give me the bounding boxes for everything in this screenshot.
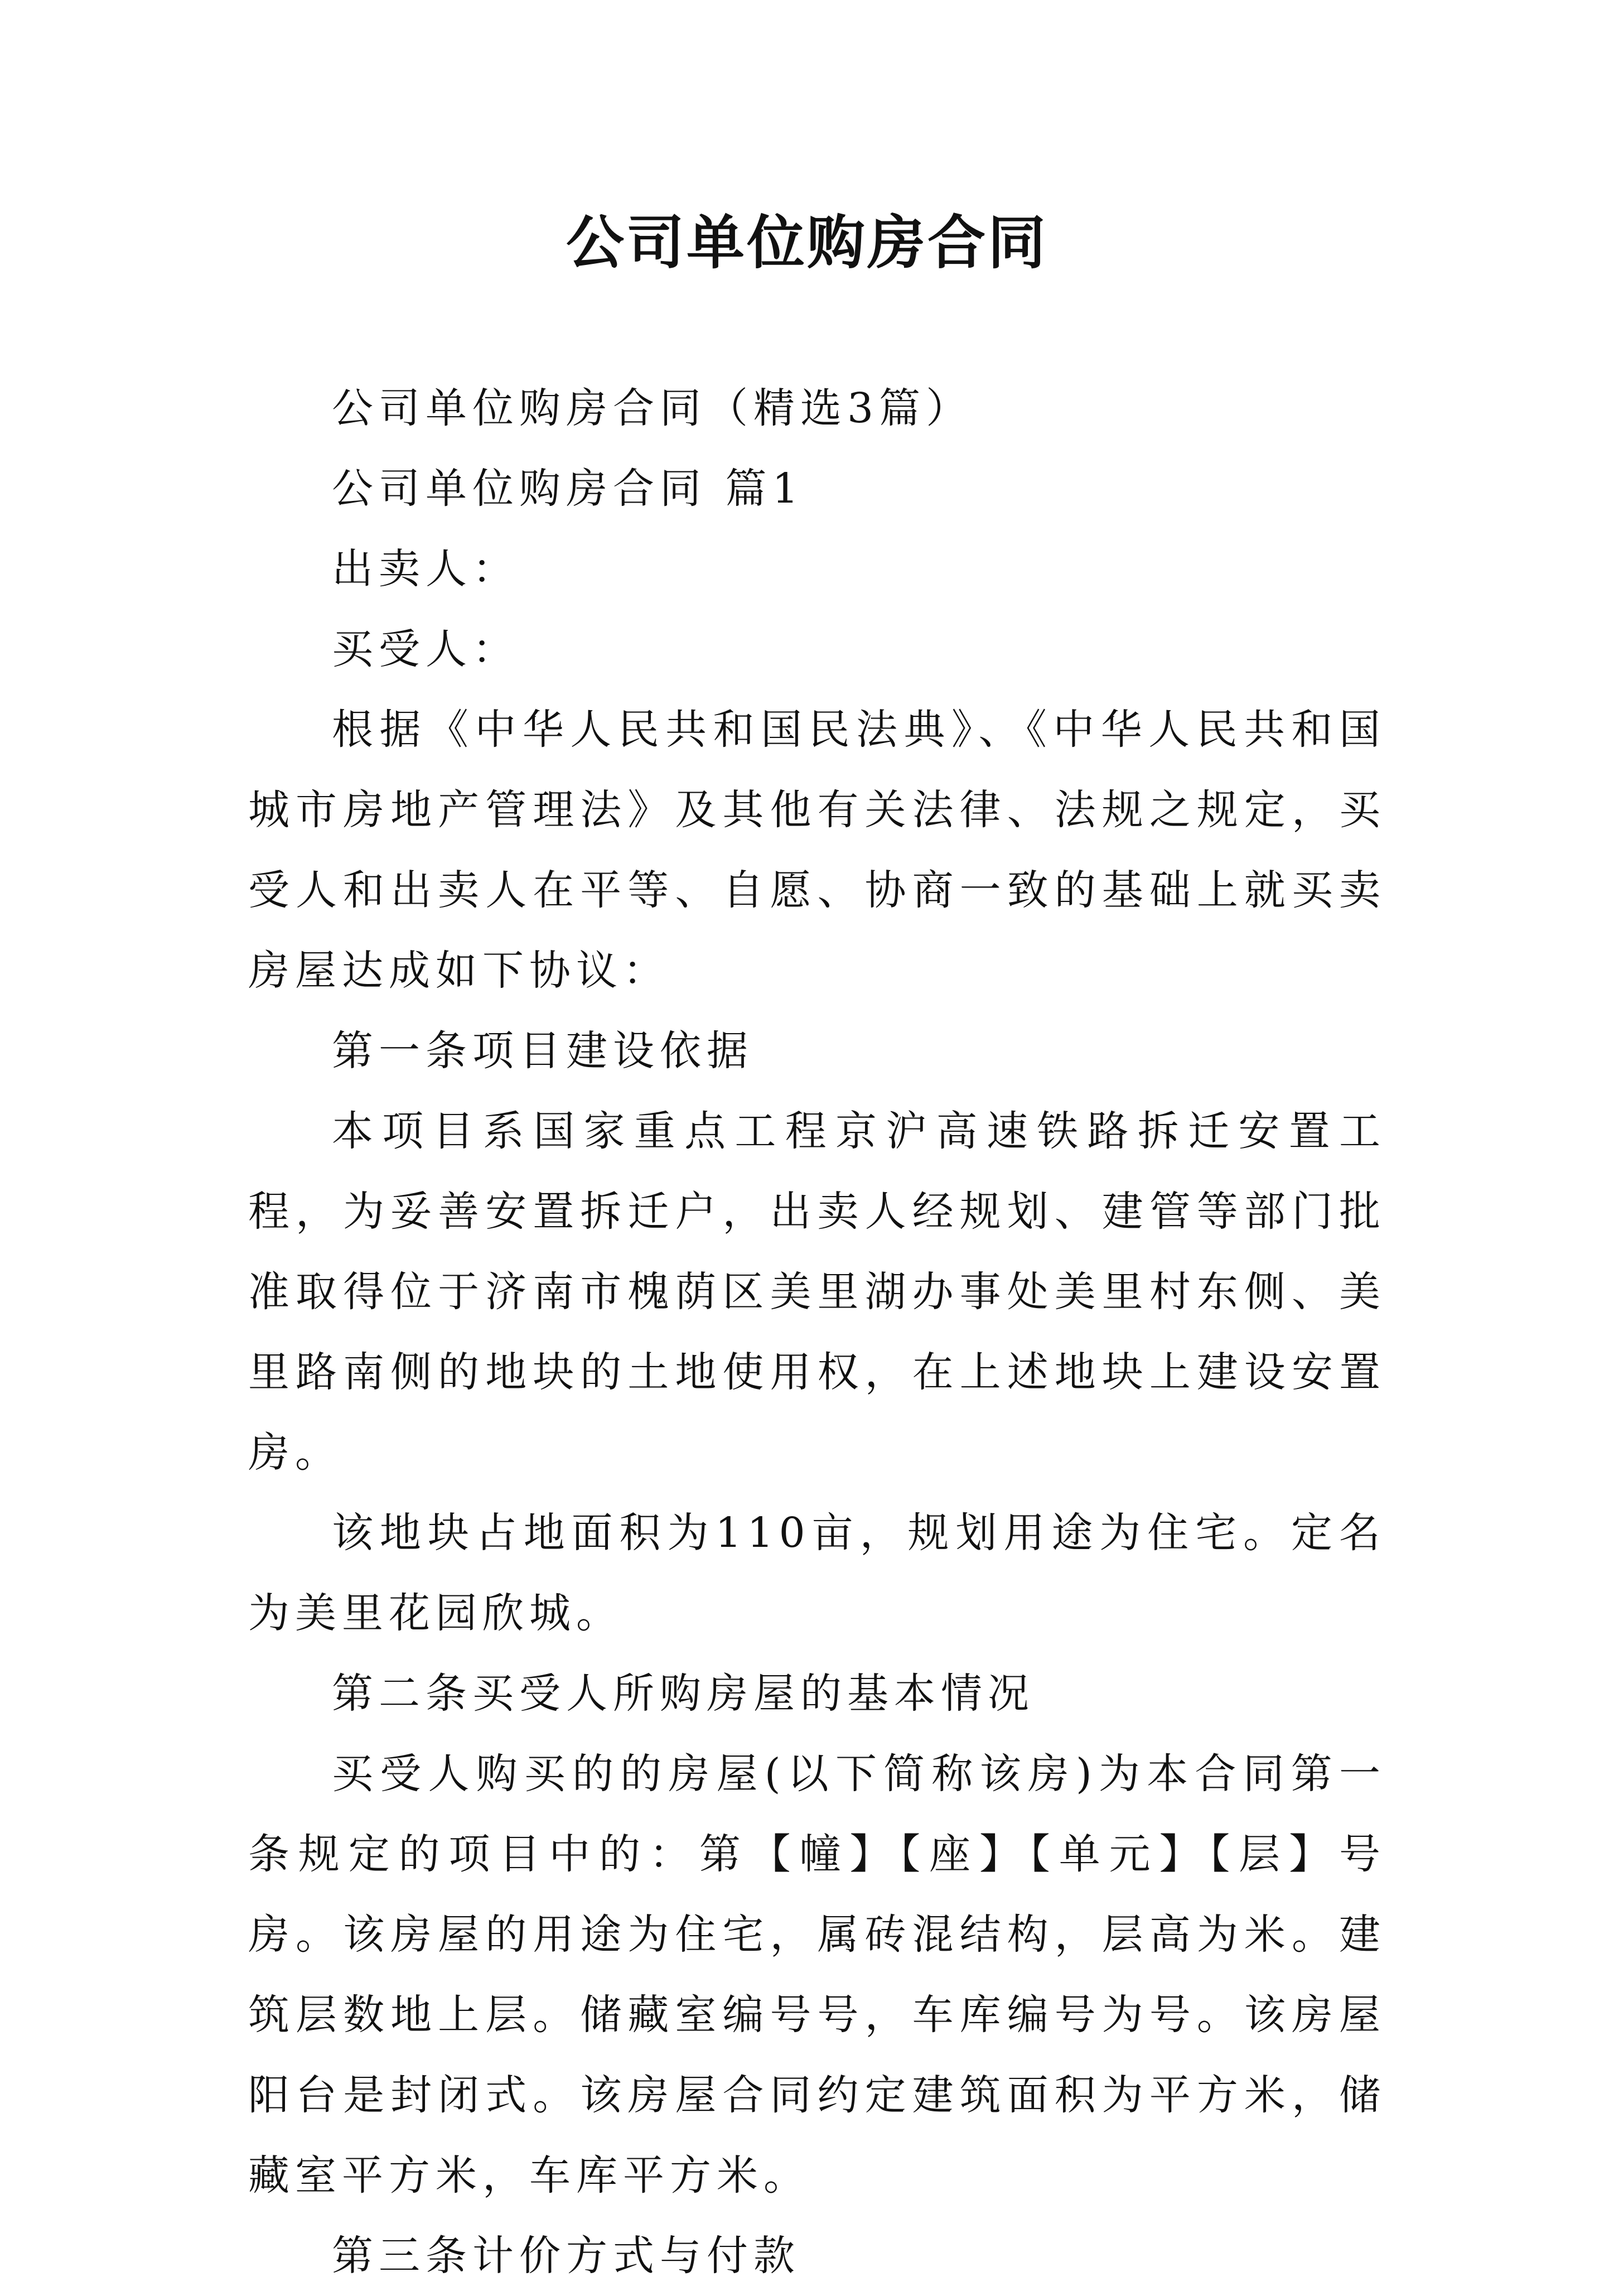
buyer-line: 买受人： xyxy=(332,625,519,673)
land-area-paragraph: 该地块占地面积为110亩，规划用途为住宅。定名为美里花园欣城。 xyxy=(248,1509,1386,1637)
document-body xyxy=(248,368,1386,2296)
preamble-paragraph: 根据《中华人民共和国民法典》、《中华人民共和国城市房地产管理法》及其他有关法律、法规之规定，买受人和出卖人在平等、自愿、协商一致的基础上就买卖房屋达成如下协议： xyxy=(248,706,1386,995)
article-2-paragraph: 买受人购买的的房屋(以下简称该房)为本合同第一条规定的项目中的：第【幢】【座】【单元】【层】号房。该房屋的用途为住宅，属砖混结构，层高为米。建筑层数地上层。储藏室编号号，车库编号为号。该房屋阳台是封闭式。该房屋合同约定建筑面积为平方米，储藏室平方米，车库平方米。 xyxy=(248,1750,1386,2199)
subtitle-paragraph: 公司单位购房合同（精选3篇） xyxy=(332,384,973,432)
section-heading: 公司单位购房合同 篇1 xyxy=(332,465,804,513)
article-1-heading: 第一条项目建设依据 xyxy=(332,1027,753,1075)
article-1-paragraph: 本项目系国家重点工程京沪高速铁路拆迁安置工程，为妥善安置拆迁户，出卖人经规划、建管等部门批准取得位于济南市槐荫区美里湖办事处美里村东侧、美里路南侧的地块的土地使用权，在上述地块上建设安置房。 xyxy=(248,1107,1386,1477)
article-2-heading: 第二条买受人所购房屋的基本情况 xyxy=(332,1670,1035,1718)
seller-line: 出卖人： xyxy=(332,545,519,593)
article-3-heading: 第三条计价方式与付款 xyxy=(332,2232,800,2280)
document-title: 公司单位购房合同 xyxy=(566,208,1048,277)
